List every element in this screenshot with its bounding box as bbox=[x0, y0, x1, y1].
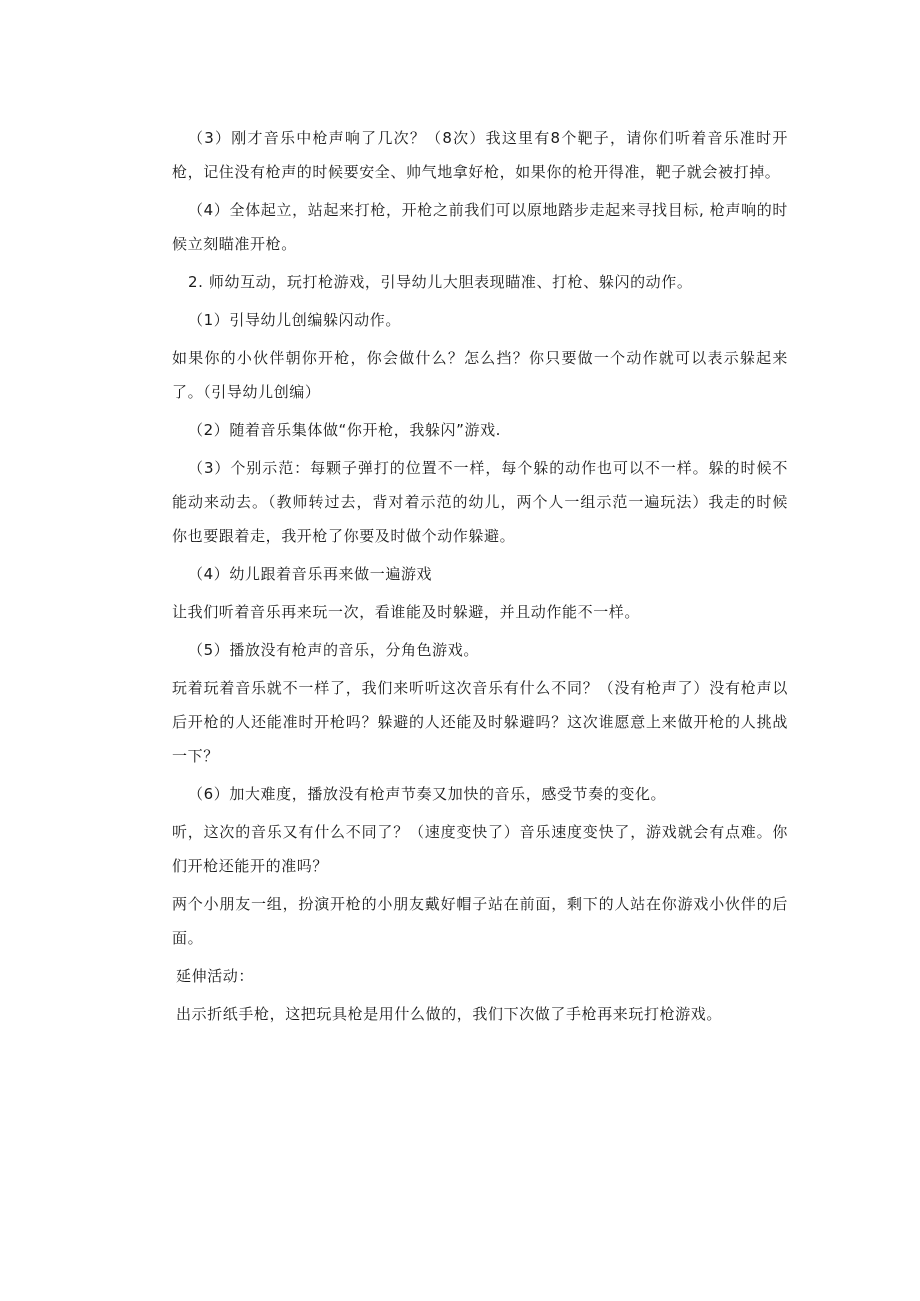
paragraph-no-gunshot-prompt: 玩着玩着音乐就不一样了，我们来听听这次音乐有什么不同？（没有枪声了）没有枪声以后开枪的人还能准时开枪吗？躲避的人还能及时躲避吗？这次谁愿意上来做开枪的人挑战一下？ bbox=[172, 679, 788, 765]
document-body bbox=[172, 121, 788, 1031]
paragraph-substep-1: （1）引导幼儿创编躲闪动作。 bbox=[188, 311, 401, 329]
paragraph-replay-prompt: 让我们听着音乐再来玩一次，看谁能及时躲避，并且动作能不一样。 bbox=[172, 603, 641, 621]
paragraph-faster-prompt: 听，这次的音乐又有什么不同了？（速度变快了）音乐速度变快了，游戏就会有点难。你们开枪还能开的准吗？ bbox=[172, 823, 788, 875]
paragraph-section-2: 2. 师幼互动，玩打枪游戏，引导幼儿大胆表现瞄准、打枪、躲闪的动作。 bbox=[188, 273, 693, 291]
paragraph-pairs-instruction: 两个小朋友一组，扮演开枪的小朋友戴好帽子站在前面，剩下的人站在你游戏小伙伴的后面。 bbox=[172, 895, 788, 947]
paragraph-substep-2: （2）随着音乐集体做“你开枪，我躲闪”游戏. bbox=[188, 421, 502, 439]
paragraph-substep-6: （6）加大难度，播放没有枪声节奏又加快的音乐，感受节奏的变化。 bbox=[188, 785, 667, 803]
paragraph-substep-3: （3）个别示范：每颗子弹打的位置不一样，每个躲的动作也可以不一样。躲的时候不能动来动去。（教师转过去，背对着示范的幼儿，两个人一组示范一遍玩法）我走的时候你也要跟着走，我开枪了你要及时做个动作躲避。 bbox=[172, 459, 788, 545]
paragraph-step-4: （4）全体起立，站起来打枪，开枪之前我们可以原地踏步走起来寻找目标, 枪声响的时候立刻瞄准开枪。 bbox=[172, 201, 788, 253]
paragraph-substep-5: （5）播放没有枪声的音乐，分角色游戏。 bbox=[188, 641, 479, 659]
paragraph-extension-heading: 延伸活动： bbox=[176, 967, 255, 985]
paragraph-substep-4: （4）幼儿跟着音乐再来做一遍游戏 bbox=[188, 565, 433, 583]
paragraph-extension-text: 出示折纸手枪，这把玩具枪是用什么做的，我们下次做了手枪再来玩打枪游戏。 bbox=[176, 1005, 723, 1023]
paragraph-step-3: （3）刚才音乐中枪声响了几次？（8次）我这里有8个靶子，请你们听着音乐准时开枪，记住没有枪声的时候要安全、帅气地拿好枪，如果你的枪开得准，靶子就会被打掉。 bbox=[172, 129, 788, 181]
paragraph-dodge-prompt: 如果你的小伙伴朝你开枪，你会做什么？怎么挡？你只要做一个动作就可以表示躲起来了。（引导幼儿创编） bbox=[172, 349, 788, 401]
